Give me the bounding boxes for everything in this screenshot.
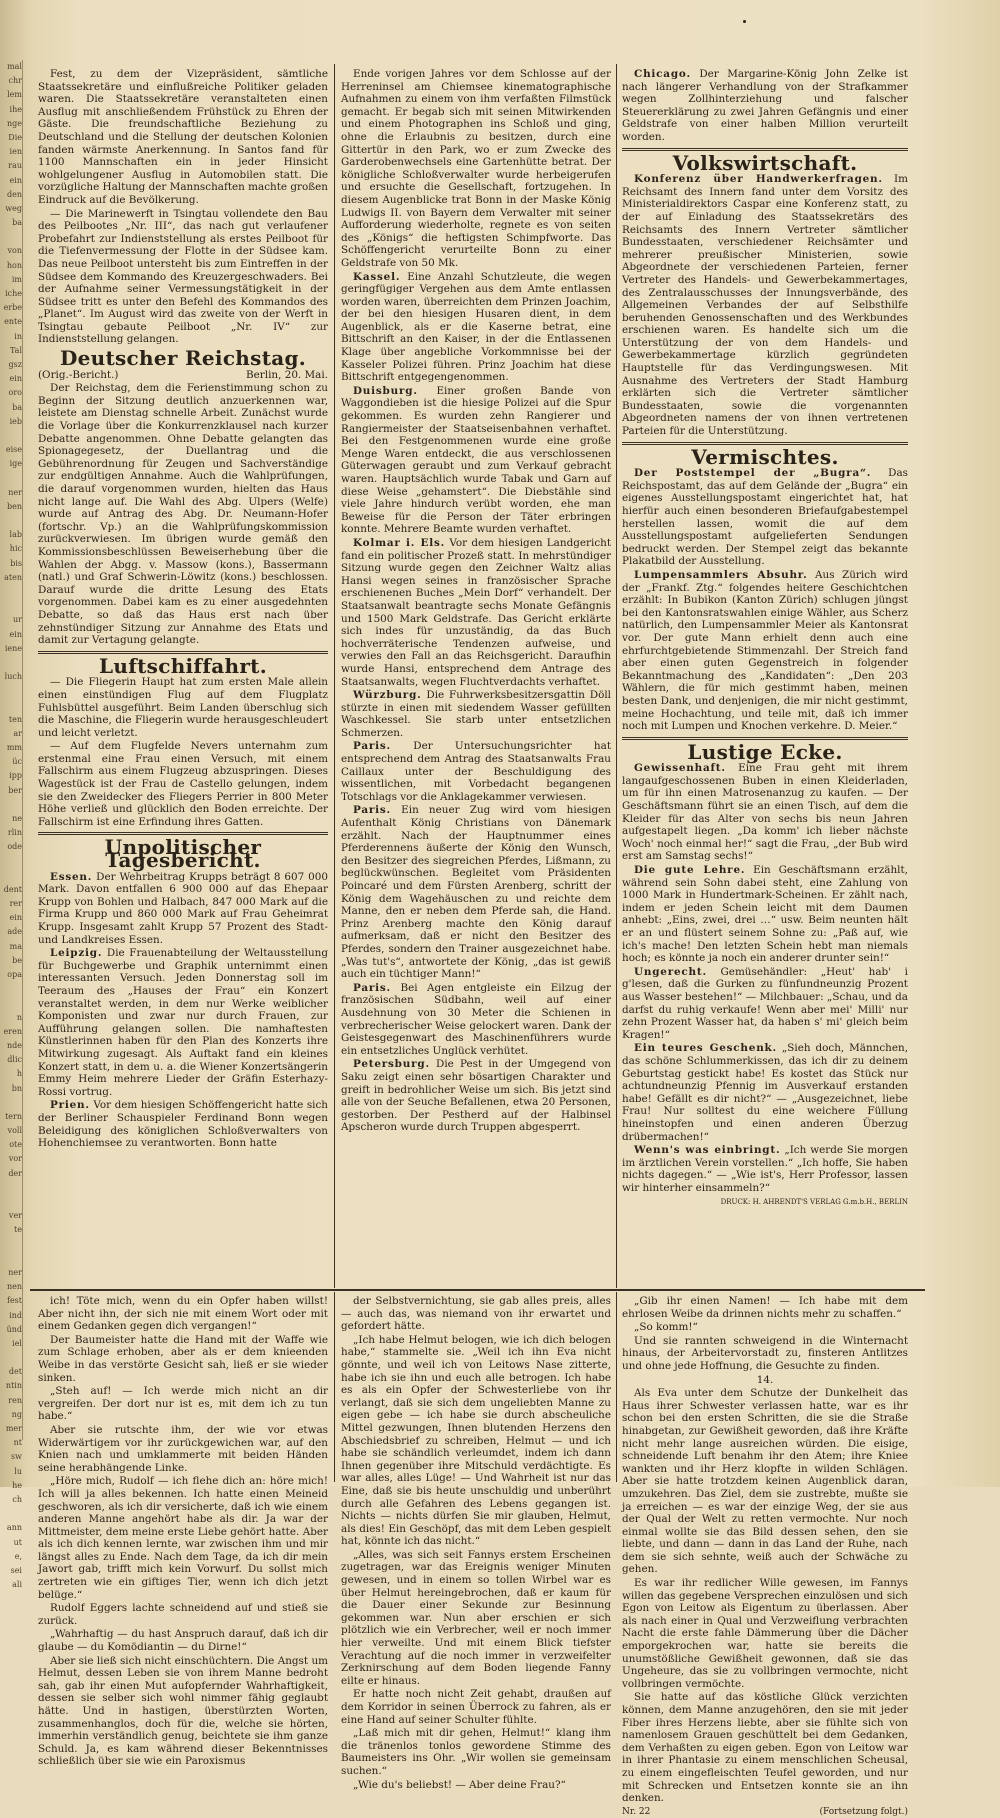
margin-fragment: bn	[11, 1083, 22, 1093]
margin-fragment	[0, 1238, 22, 1252]
margin-fragment: fest	[6, 1296, 22, 1306]
margin-fragment: ben	[6, 501, 22, 511]
margin-fragment: nt	[13, 1438, 22, 1448]
margin-fragment: voll	[7, 1126, 22, 1136]
margin-fragment: ein	[9, 374, 22, 384]
margin-fragment	[0, 1507, 22, 1521]
printer-imprint: DRUCK: H. AHRENDT'S VERLAG G.m.b.H., BERLIN	[720, 1198, 908, 1207]
duisburg-item	[341, 385, 611, 536]
serial-paragraph: Aber sie rutschte ihm, der wie vor etwas Widerwärtigem vor ihr zurückgewichen war, auf den Knien nach und umklammerte mit beiden Händen seine herabhängende Linke.	[38, 1423, 328, 1474]
konferenz-text: Im Reichsamt des Innern fand unter dem Vorsitz des Ministerialdirektors Caspar eine Konferenz statt, zu der auf Einladung des Staatssekretärs des Reichsamts des Innern Vertreter sämtlicher Bundesstaaten, verschiedener Reichsämter und mehrerer preußischer Ministerien, sowie Abgeordnete der verschiedenen Parteien, ferner Vertreter des Handels- und Gewerbekammertages, des Zentralausschusses der Innungsverbände, des Allgemeinen Verbandes der auf Selbsthilfe beruhenden Genossenschaften und des Werkbundes erschienen waren. Es handelte sich um die Unterstützung der von dem Handels- und Gewerbekammertage kürzlich gegründeten Hauptstelle für das Verdingungswesen. Mit Ausnahme des Vertreters der Stadt Hamburg erklärten sich die Vertreter sämtlicher Bundesstaaten, sowie die vorgenannten Abgeordneten namens der von ihnen vertretenen Parteien für die Unterstützung.	[622, 173, 908, 438]
paris-text: Ein neuer Zug wird vom hiesigen Aufenthalt König Christians von Dänemark erzählt. Nach der Hauptnummer eines Pferderennens äußerte der König den Wunsch, den Besitzer des siegreichen Pferdes, Lißmann, zu beglückwünschen. Begleitet vom Präsidenten Poincaré und dem Fürsten Arenberg, schritt der König dem Wagehäuschen zu und reichte dem Manne, den er neben dem Pferde sah, die Hand. Prinz Arenberg machte den König darauf aufmerksam, daß er nicht den Besitzer des Pferdes, sondern den Trainer ausgezeichnet habe. „Was tut's“, antwortete der König, „das ist gewiß auch ein tüchtiger Mann!“	[341, 804, 611, 981]
serial-paragraph: „Alles, was sich seit Fannys erstem Erscheinen zugetragen, war das Ereignis weniger Minuten gewesen, und in einem so tollen Wirbel war es über Helmut hereingebrochen, daß er kaum für die Dauer einer Sekunde zur Besinnung gekommen war. Nun aber erschien er sich plötzlich wie ein Verbrecher, weil er noch immer hier verweilte. Und mit einem Blick tiefster Verachtung auf die noch immer in verzweifelter Zerknirschung auf dem Boden liegende Fanny eilte er hinaus.	[341, 1548, 611, 1687]
margin-fragment: ar	[13, 728, 22, 738]
joke-keyword: Ungerecht.	[634, 965, 707, 978]
margin-fragment: nen	[6, 1282, 22, 1292]
kolmar-text: Vor dem hiesigen Landgericht fand ein politischer Prozeß statt. In mehrstündiger Sitzung wurde gegen den Zeichner Waltz alias Hansi wegen seines in französischer Sprache erschienenen Buches „Mein Dorf“ verhandelt. Der Staatsanwalt beantragte sechs Monate Gefängnis und 1500 Mark Geldstrafe. Das Gericht erklärte sich indes für unzuständig, da das Buch hochverräterische Tendenzen aufweise, und verwies den Fall an das Reichsgericht. Daraufhin wurde Hansi, entsprechend dem Antrage des Staatsanwalts, wegen Fluchtverdachts verhaftet.	[341, 536, 612, 688]
margin-fragment: ver	[8, 1211, 22, 1221]
margin-fragment: ipp	[9, 771, 22, 781]
joke-text: Gemüsehändler: „Heut' hab' i g'lesen, daß die Gurken zu fünfundneunzig Prozent aus Wasser bestehen!“ — Milchbauer: „Schau, und da darfst du ruhig verkaufe! Wenn aber mei' Milli' nur zehn Prozent Wasser hat, da haben s' mi' gleich beim Kragen!“	[622, 965, 908, 1041]
paris-item-1	[341, 740, 611, 803]
paris-keyword: Paris.	[353, 740, 391, 753]
lustige-ecke-heading: Lustige Ecke.	[687, 739, 843, 764]
joke-keyword: Wenn's was einbringt.	[634, 1144, 781, 1157]
column-rule	[334, 64, 335, 1288]
serial-paragraph: „So komm!“	[634, 1321, 698, 1334]
margin-fragment: rlin	[7, 828, 22, 838]
margin-fragment	[0, 514, 22, 528]
margin-fragment: ote	[9, 1140, 22, 1150]
margin-fragment: iene	[4, 643, 22, 653]
margin-fragment: ali	[12, 1580, 22, 1590]
petersburg-text: Die Pest in der Umgegend von Saku zeigt einen sehr bösartigen Charakter und greift in bedrohlicher Weise um sich. Bis jetzt sind alle von der Seuche Befallenen, etwa 20 Personen, gestorben. Der Pestherd auf der Halbinsel Apscheron wurde durch Truppen abgesperrt.	[341, 1058, 611, 1134]
margin-fragment: ba	[12, 218, 22, 228]
margin-fragment	[0, 1181, 22, 1195]
margin-fragment: iel	[12, 1338, 22, 1348]
essen-item	[38, 871, 328, 947]
column-3	[622, 68, 908, 1286]
duisburg-keyword: Duisburg.	[353, 384, 418, 397]
luft-item-2: — Auf dem Flugfelde Nevers unternahm zum erstenmal eine Frau einen Versuch, mit einem Fallschirm aus einem Flugzeug abzuspringen. Dieses Wagestück ist der Frau de Castello gelungen, indem sie den Zweidecker des Fliegers Perrier in 800 Meter Höhe verließ und glücklich den Boden erreichte. Der Fallschirm ist eine Erfindung ihres Gatten.	[38, 740, 328, 828]
column-2	[341, 68, 611, 1286]
margin-fragment	[0, 996, 22, 1010]
serial-column-3-text	[622, 1295, 908, 1805]
section-rule	[30, 1289, 925, 1291]
margin-fragment: ten	[8, 714, 22, 724]
margin-fragment	[0, 1096, 22, 1110]
unpolitisch-heading: Unpolitischer Tagesbericht.	[104, 835, 262, 873]
lumpensammler-text: Aus Zürich wird der „Frankf. Ztg.“ folgendes heitere Geschichtchen erzählt: In Bubikon (Kanton Zürich) schlugen jüngst bei den Kantonsratswahlen einige Wähler, aus Scherz natürlich, den Lumpensammler Meier als Kantonsrat vor. Der gute Mann erhielt denn auch eine ehrfurchtgebietende Stimmenzahl. Der Streich fand aber einen guten Gegenstreich in folgender Bekanntmachung des „Kandidaten“: „Den 203 Wählern, die für mich gestimmt haben, meinen besten Dank, und denjenigen, die mir nicht gestimmt, meine Hochachtung, und teile mit, daß ich immer noch mit Lumpen und Knochen verkehre. D. Meier.“	[622, 568, 909, 733]
margin-fragment: im	[11, 274, 22, 284]
margin-fragment: ieb	[9, 416, 22, 426]
margin-fragment: oro	[8, 388, 22, 398]
margin-fragment: Die	[8, 132, 22, 142]
margin-fragment: ode	[7, 842, 22, 852]
kassel-item	[341, 271, 611, 384]
luftschiffahrt-heading: Luftschiffahrt.	[99, 653, 267, 678]
serial-paragraph: Der Baumeister hatte die Hand mit der Waffe wie zum Schlage erhoben, aber als er dem knieenden Weibe in das verstörte Gesicht sah, ließ er sie wieder sinken.	[38, 1333, 328, 1384]
margin-fragment	[0, 599, 22, 613]
joke-gewissenhaft	[622, 762, 908, 863]
margin-fragment: ann	[6, 1523, 22, 1533]
margin-fragment: ihe	[9, 104, 22, 114]
joke-keyword: Die gute Lehre.	[634, 864, 746, 877]
margin-fragment: ner	[8, 1267, 22, 1277]
leipzig-item	[38, 947, 328, 1098]
joke-lehre	[622, 864, 908, 965]
serial-footer	[622, 1806, 908, 1818]
serial-paragraph: „Ich habe Helmut belogen, wie ich dich belogen habe,“ stammelte sie. „Weil ich ihn Eva nicht gönnte, und weil ich von Leitows Nase zitterte, habe ich sie ihn und euch alle betrogen. Ich habe es als ein Opfer der Schwesterliebe von ihr verlangt, daß sie sich dem ungeliebten Manne zu eigen gebe — ich habe sie durch abscheuliche Mittel gezwungen, Ihnen blutenden Herzens den Abschiedsbrief zu schreiben, Helmut — und ich habe sie schändlich verleumdet, indem ich dann Ihnen gegenüber ihre Mitschuld verdächtigte. Es war alles, alles Lüge! — Und Wahrheit ist nur das Eine, daß sie bis heute unschuldig und unberührt durch alle Gefahren des Lebens gegangen ist. Nichts — nichts dürfen Sie mir glauben, Helmut, als dies! Ein Geschöpf, das mit dem Leben gespielt hat, könnte ich das nicht.“	[341, 1333, 611, 1548]
dateline	[38, 369, 328, 382]
margin-fragment	[0, 855, 22, 869]
serial-paragraph: „Höre mich, Rudolf — ich flehe dich an: höre mich! Ich will ja alles bekennen. Ich hatte einen Meineid geschworen, als ich dir versicherte, daß ich wie einem anderen Manne angehört habe als dir. Ja war der Mittmeister, dem meine erste Liebe gehört hatte. Aber als ich dich kennen lernte, war zwischen ihm und mir längst alles zu Ende. Nach dem Tage, da ich dir mein Jawort gab, trifft mich kein Vorwurf. Du sollst mich zertreten wie ein giftiges Tier, wenn ich dich jetzt belüge.“	[38, 1475, 328, 1601]
margin-fragment: te	[14, 1225, 22, 1235]
margin-fragment: weg	[5, 203, 22, 213]
paris-item-2	[341, 804, 611, 980]
issue-number: Nr. 22	[622, 1806, 651, 1817]
margin-fragment	[0, 429, 22, 443]
margin-fragment: rau	[8, 161, 22, 171]
konferenz-item	[622, 173, 908, 437]
joke-text: Eine Frau geht mit ihrem langaufgeschossenen Buben in einen Kleiderladen, um für ihn einen Matrosenanzug zu kaufen. — Der Geschäftsmann führt sie an einen Tisch, auf dem die Kleider für das Alter von sechs bis neun Jahren aufgestapelt liegen. „Da komm' ich lieber nächste Woch' noch einmal her!“ sagt die Frau, „der Bub wird erst am Samstag sechs!“	[622, 762, 908, 863]
margin-fragment: hon	[6, 260, 22, 270]
joke-keyword: Ein teures Geschenk.	[634, 1042, 777, 1055]
margin-fragment	[0, 798, 22, 812]
volkswirtschaft-heading: Volkswirtschaft.	[672, 150, 858, 175]
essen-text: Der Wehrbeitrag Krupps beträgt 8 607 000 Mark. Davon entfallen 6 900 000 auf das Ehepaar Krupp von Bohlen und Halbach, 847 000 Mark auf die Firma Krupp und 860 000 Mark auf Frau Geheimrat Krupp. Insgesamt zahlt Krupp 57 Prozent des Stadt- und Landkreises Essen.	[38, 870, 328, 946]
margin-fragment	[0, 471, 22, 485]
margin-fragment: ur	[13, 615, 22, 625]
margin-fragment	[0, 1252, 22, 1266]
serial-paragraph: 14.	[756, 1373, 774, 1386]
petersburg-item	[341, 1058, 611, 1134]
serial-paragraph: „Wahrhaftig — du hast Anspruch darauf, daß ich dir glaube — du Komödiantin — du Dirne!“	[38, 1628, 328, 1654]
margin-fragment: nge	[6, 118, 22, 128]
margin-fragment: ind	[9, 1310, 22, 1320]
poststempel-item	[622, 467, 908, 568]
joke-text: „Sieh doch, Männchen, das schöne Schlummerkissen, das ich dir zu deinem Geburtstag gestickt habe! Es kostet das Stück nur achtundneunzig Pfennig im Ausverkauf erstanden habe! Gefällt es dir nicht?“ — „Ausgezeichnet, liebe Frau! Nur solltest du eine weichere Füllung hineinstopfen und einen anderen Überzug drübermachen!“	[622, 1042, 908, 1143]
serial-paragraph: der Selbstvernichtung, sie gab alles preis, alles — auch das, was niemand von ihr erwartet und gefordert hätte.	[341, 1295, 611, 1333]
poststempel-text: Das Reichspostamt, das auf dem Gelände der „Bugra“ ein eigenes Ausstellungspostamt eingerichtet hat, hat hierfür auch einen besonderen Briefaufgabestempel herstellen lassen, womit die auf dem Ausstellungspostamt aufgelieferten Sendungen bedruckt werden. Der Stempel zeigt das bekannte Plakatbild der Ausstellung.	[622, 467, 908, 568]
chicago-item	[622, 68, 908, 144]
margin-fragment: ade	[7, 927, 22, 937]
wuerzburg-text: Die Fuhrwerksbesitzersgattin Döll stürzte in einen mit siedendem Wasser gefüllten Waschkessel. Sie starb unter entsetzlichen Schmerzen.	[341, 689, 611, 739]
essen-keyword: Essen.	[50, 870, 93, 883]
margin-fragment: erbe	[3, 303, 22, 313]
margin-fragment: der	[8, 1168, 22, 1178]
kolmar-keyword: Kolmar i. Els.	[353, 536, 446, 549]
margin-fragment: n	[16, 1012, 22, 1022]
margin-fragment: luch	[4, 672, 22, 682]
bonn-text: Ende vorigen Jahres vor dem Schlosse auf der Herreninsel am Chiemsee kinematographische Aufnahmen zu einem von ihm verfaßten Filmstück gemacht. Er begab sich mit seinen Mitwirkenden und einem Photographen ins Schloß und ging, ohne die Erlaubnis zu besitzen, durch eine Gittertür in den Park, wo er zum Zwecke des Garderobenwechsels eine Gartenhütte betrat. Der königliche Schloßverwalter wurde herbeigerufen und ersuchte die Gesellschaft, fortzugehen. In diesem Augenblicke trat Bonn in der Maske König Ludwigs II. von Bayern dem Verwalter mit seiner Aufforderung wiederholte, regnete es von seiten des „Königs“ die heftigsten Schimpfworte. Das Schöffengericht verurteilte Bonn zu einer Geldstrafe von 50 Mk.	[341, 68, 611, 269]
wuerzburg-keyword: Würzburg.	[353, 689, 422, 702]
joke-einbringt	[622, 1144, 908, 1194]
margin-fragment: ente	[4, 317, 22, 327]
joke-ungerecht	[622, 966, 908, 1042]
margin-fragment: hic	[9, 544, 22, 554]
serial-column-2	[341, 1295, 611, 1791]
serial-paragraph: Er hatte noch nicht Zeit gehabt, draußen auf dem Korridor in seinen Überrock zu fahren, als er eine Hand auf seiner Schulter fühlte.	[341, 1688, 611, 1726]
tsingtau-text: — Die Marinewerft in Tsingtau vollendete den Bau des Peilbootes „Nr. III“, das nach gut verlaufener Probefahrt zur Indienststellung als erstes Peilboot für die Tiefenvermessung der Flotte in der Südsee kam. Das neue Peilboot untersteht bis zum Eintreffen in der Südsee dem Kommando des Kreuzergeschwaders. Bei der Aufnahme seiner Vermessungstätigkeit in der Südsee tritt es unter den Befehl des Kommandos des „Planet“. Im August wird das zweite von der Werft in Tsingtau gebaute Peilboot „Nr. IV“ zur Indienststellung gelangen.	[38, 207, 328, 346]
margin-fragment: ng	[11, 1409, 22, 1419]
margin-fragment: sw	[11, 1452, 22, 1462]
margin-fragment: Tal	[9, 345, 22, 355]
margin-fragment: dent	[3, 884, 22, 894]
margin-fragment: h	[16, 1069, 22, 1079]
paris-keyword: Paris.	[353, 981, 391, 994]
serial-column-3	[622, 1295, 908, 1817]
margin-fragment	[0, 1351, 22, 1365]
serial-paragraph: Rudolf Eggers lachte schneidend auf und stieß sie zurück.	[38, 1602, 328, 1627]
joke-keyword: Gewissenhaft.	[634, 762, 726, 775]
serial-paragraph: Sie hatte auf das köstliche Glück verzichten können, dem Manne anzugehören, den sie mit jeder Fiber ihres Herzens liebte, aber sie fühlte sich von namenlosem Grauen geschüttelt bei dem Gedanken, dem Verhaßten zu eigen geben. Egon von Leitow war in ihrer Phantasie zu einem menschlichen Scheusal, zu einem eingefleischten Teufel geworden, und nur mit Schrecken und Entsetzen konnte sie an ihn denken.	[622, 1691, 908, 1805]
margin-fragment: ner	[8, 487, 22, 497]
joke-text: Ein Geschäftsmann erzählt, während sein Sohn dabei steht, eine Zahlung von 1000 Mark in Hundertmark-Scheinen. Er zählt nach, indem er jeden Schein leicht mit dem Daumen anhebt: „Eins, zwei, drei …“ usw. Beim neunten hält er an und flüstert seinem Sohne zu: „Paß auf, wie ich's mache! Den letzten Schein hebt man niemals hoch; es könnte ja noch ein anderer drunter sein!“	[622, 864, 908, 965]
margin-fragment: mal	[7, 62, 22, 71]
margin-fragment	[0, 869, 22, 883]
wuerzburg-item	[341, 689, 611, 739]
prien-text: Vor dem hiesigen Schöffengericht hatte sich der Berliner Schauspieler Ferdinand Bonn wegen Beleidigung des königlichen Schloßverwalters von Hohenchiemsee zu verantworten. Bonn hatte	[38, 1099, 328, 1150]
margin-fragment	[0, 656, 22, 670]
margin-fragment: lab	[9, 530, 22, 540]
paris-keyword: Paris.	[353, 804, 391, 817]
margin-fragment: ch	[12, 1494, 22, 1504]
serial-column-1	[38, 1295, 328, 1768]
margin-fragment: chr	[8, 76, 22, 86]
leipzig-text: Die Frauenabteilung der Weltausstellung für Buchgewerbe und Graphik unternimmt einen interessanten Versuch. Jeden Donnerstag soll im Teeraum des „Hauses der Frau“ ein Konzert veranstaltet werden, in dem nur Werke weiblicher Komponisten und zwar nur durch Frauen, zur Aufführung gelangen sollen. Die namhaftesten Künstlerinnen haben für den Plan des Konzerts ihre Mitwirkung zugesagt. Als Auftakt fand ein kleines Konzert statt, in dem u. a. die Wiener Konzertsängerin Emmy Heim mehrere Lieder der Gräfin Esterhazy-Rossi vortrug.	[38, 947, 328, 1098]
margin-fragment: ut	[13, 1537, 22, 1547]
serial-paragraph: „Gib ihr einen Namen! — Ich habe mit dem ehrlosen Weibe da drinnen nichts mehr zu schaffen.“	[622, 1295, 908, 1320]
margin-fragment: ein	[9, 175, 22, 185]
margin-fragment: mer	[5, 1424, 22, 1433]
serial-paragraph: ich! Töte mich, wenn du ein Opfer haben willst! Aber nicht ihn, der sich nie mit einem Wort oder mit einem Gedanken gegen dich vergangen!“	[38, 1295, 328, 1333]
prien-item	[38, 1099, 328, 1149]
margin-fragment: ba	[12, 402, 22, 412]
margin-fragment: gsz	[8, 359, 22, 369]
margin-fragment: mm	[6, 743, 22, 752]
leipzig-keyword: Leipzig.	[50, 947, 103, 960]
margin-fragment: den	[6, 189, 22, 199]
margin-fragment: ein	[9, 913, 22, 923]
paris-text: Bei Agen entgleiste ein Eilzug der französischen Südbahn, weil auf einer Ausdehnung von 30 Meter die Schienen in verbrecherischer Weise gelockert waren. Dank der Geistesgegenwart des Maschinenführers wurde ein entsetzliches Unglück verhütet.	[341, 981, 611, 1057]
vermischtes-heading: Vermischtes.	[691, 444, 839, 469]
lumpensammler-item	[622, 569, 908, 733]
margin-fragment: ber	[8, 785, 22, 795]
kassel-text: Eine Anzahl Schutzleute, die wegen geringfügiger Vergehen aus dem Amte entlassen worden waren, überreichten dem Prinzen Joachim, der bei den hiesigen Husaren dient, in dem Augenblick, als er die Kaserne betrat, eine Bittschrift an den Kaiser, in der die Entlassenen Klage über angebliche Vorkommnisse bei der Kasseler Polizei führen. Prinz Joachim hat diese Bittschrift entgegengenommen.	[341, 270, 611, 384]
kassel-keyword: Kassel.	[353, 270, 401, 283]
dateline-source: (Orig.-Bericht.)	[38, 368, 119, 381]
serial-paragraph: Und sie rannten schweigend in die Winternacht hinaus, der Arbeitervorstadt zu, finsteren Antlitzes und ohne jede Hoffnung, die Gesuchte zu finden.	[622, 1334, 908, 1372]
chicago-keyword: Chicago.	[634, 68, 691, 80]
serial-paragraph: Es war ihr redlicher Wille gewesen, im Fannys willen das gegebene Versprechen einzulösen und sich Egon von Leitow als Eigentum zu überlassen. Aber als nach einer in Qual und Verzweiflung verbrachten Nacht die erste fahle Dämmerung über die Dächer emporgekrochen war, hatte sie bereits die unumstößliche Gewißheit gewonnen, daß sie das Ungeheure, das sie zu vollbringen vermochte, nicht vollbringen vermöchte.	[622, 1577, 908, 1690]
margin-fragment: bis	[10, 558, 22, 568]
column-rule	[616, 64, 617, 1288]
margin-fragment	[0, 1195, 22, 1209]
margin-fragment: nde	[6, 1040, 22, 1050]
poststempel-keyword: Der Poststempel der „Bugra“.	[634, 467, 872, 480]
margin-fragment: in	[14, 331, 22, 341]
margin-fragment: eise	[5, 445, 22, 455]
margin-fragment: dlic	[7, 1055, 22, 1065]
continued-note: (Fortsetzung folgt.)	[819, 1806, 908, 1817]
column-1	[38, 68, 328, 1286]
margin-fragment: lem	[7, 90, 22, 100]
margin-fragment: ien	[9, 147, 22, 157]
joke-geschenk	[622, 1042, 908, 1143]
margin-fragment: von	[7, 246, 22, 256]
margin-fragment: rer	[9, 899, 22, 909]
margin-fragment: e,	[14, 1551, 22, 1561]
dateline-place: Berlin, 20. Mai.	[246, 368, 328, 381]
margin-fragment: ein	[9, 629, 22, 639]
paris-text: Der Untersuchungsrichter hat entsprechend dem Antrag des Staatsanwalts Frau Caillaux unter der Beschuldigung des wissentlichen, mit Vorbedacht begangenen Totschlags vor die Anklagekammer verwiesen.	[341, 740, 611, 803]
margin-fragment: be	[12, 955, 22, 965]
reichstag-heading: Deutscher Reichstag.	[59, 346, 307, 371]
margin-fragment: üc	[12, 757, 22, 767]
prien-keyword: Prien.	[50, 1099, 90, 1112]
margin-fragment: he	[12, 1480, 22, 1490]
margin-fragment: tern	[5, 1111, 22, 1121]
margin-fragment	[0, 585, 22, 599]
margin-fragment: ntin	[5, 1381, 22, 1391]
chicago-text: Der Margarine-König John Zelke ist nach längerer Verhandlung von der Strafkammer wegen Zollhinterziehung und falscher Steuererklärung zu zwei Jahren Gefängnis und einer Geldstrafe von einer halben Million verurteilt worden.	[622, 68, 908, 143]
margin-fragment: ige	[9, 459, 22, 469]
margin-fragment: vor	[8, 1154, 22, 1164]
lumpensammler-keyword: Lumpensammlers Absuhr.	[634, 568, 808, 581]
joke-text: „Ich werde Sie morgen im ärztlichen Verein vorstellen.“ „Ich hoffe, Sie haben nichts dagegen.“ — „Wie ist's, Herr Professor, lassen wir hinterher einsammeln?“	[622, 1144, 909, 1194]
margin-fragment: lu	[14, 1466, 22, 1476]
reichstag-text: Der Reichstag, dem die Ferienstimmung schon zu Beginn der Sitzung deutlich anzuerkennen war, leistete am Dienstag schnelle Arbeit. Zunächst wurde die Vorlage über die Konkurrenzklausel nach kurzer Debatte angenommen. Ohne Debatte gelangten das Spionagegesetz, der Duellantrag und die Gebührenordnung für Zeugen und Sachverständige zur endgültigen Annahme. Auch die Wahlprüfungen, die darauf vorgenommen wurden, hielten das Haus nicht lange auf. Die Wahl des Abg. Ulpers (Welfe) wurde auf Antrag des Abg. Dr. Neumann-Hofer (fortschr. Vp.) an die Wahlprüfungskommission zurückverwiesen. Im übrigen wurde gemäß den Kommissionsbeschlüssen Beweiserhebung über die Wahlen der Abgg. v. Massow (kons.), Bassermann (natl.) und Graf Schwerin-Löwitz (kons.) beschlossen. Darauf wurde die dritte Lesung des Etats vorgenommen. Dabei kam es zu einer ausgedehnten Debatte, so daß das Haus erst nach über zehnstündiger Sitzung zur Annahme des Etats und damit zur Vertagung gelangte.	[38, 382, 328, 647]
column-rule	[616, 1292, 617, 1482]
margin-fragment: eren	[3, 1026, 22, 1036]
margin-fragment: aten	[4, 572, 22, 582]
margin-fragment	[0, 982, 22, 996]
ink-spot	[743, 20, 746, 23]
margin-fragment: ünd	[6, 1324, 22, 1334]
margin-fragment: sei	[10, 1565, 22, 1575]
margin-fragment: det	[8, 1367, 22, 1377]
margin-fragment	[0, 684, 22, 698]
serial-paragraph: Als Eva unter dem Schutze der Dunkelheit das Haus ihrer Schwester verlassen hatte, war es ihr schon bei den ersten Schritten, die sie die Straße hinabgetan, zur Gewißheit geworden, daß ihre Kräfte nicht mehr lange ausreichen würden. Die eisige, schneidende Luft benahm ihr den Atem; ihre Kniee wankten und ihr Herz klopfte in wilden Schlägen. Aber sie hatte trotzdem keinen Augenblick daran, umzukehren. Das Ziel, dem sie zustrebte, mußte sie ja erreichen — es war der einzige Weg, der sie aus der Qual der Welt zu retten vermochte. Nur noch einmal wollte sie das Bild dessen sehen, den sie liebte, und dann — dann in das Land der Ruhe, nach dem sie sich sehnte, weiß auch der Schwäche zu gehen.	[622, 1387, 908, 1576]
konferenz-keyword: Konferenz über Handwerkerfragen.	[634, 173, 883, 186]
margin-fragment: opa	[7, 970, 22, 979]
serial-paragraph: „Wie du's beliebst! — Aber deine Frau?“	[353, 1778, 566, 1791]
serial-paragraph: „Steh auf! — Ich werde mich nicht an dir vergreifen. Der dort nur ist es, mit dem ich zu tun habe.“	[38, 1385, 328, 1423]
paris-item-3	[341, 982, 611, 1058]
margin-fragment: ne	[12, 813, 22, 823]
kolmar-item	[341, 537, 611, 688]
luft-item-1: — Die Fliegerin Haupt hat zum ersten Male allein einen einstündigen Flug auf dem Flugplatz Fuhlsbüttel ausgeführt. Beim Landen überschlug sich die Maschine, die Fliegerin wurde herausgeschleudert und leicht verletzt.	[38, 676, 328, 739]
petersburg-keyword: Petersburg.	[353, 1058, 430, 1071]
margin-fragment: ren	[8, 1395, 22, 1405]
serial-paragraph: Aber sie ließ sich nicht einschüchtern. Die Angst um Helmut, dessen Leben sie von ihrem Manne bedroht sah, gab ihr einen Mut aufopfernder Wahrhaftigkeit, dessen sie selber sich wohl nimmer fähig geglaubt hätte. Und in hastigen, überstürzten Worten, zusammenhanglos, doch für die, welche sie hörten, immerhin verständlich genug, beichtete sie ihm ganze Schuld. Ja, es kam während dieser Bekenntnisses schließlich über sie wie ein Paroxismus	[38, 1654, 328, 1768]
brazil-visit-text: Fest, zu dem der Vizepräsident, sämtliche Staatssekretäre und einflußreiche Politiker geladen waren. Die Staatssekretäre veranstalteten einen Ausflug mit anschließendem Frühstück zu Ehren der Gäste. Die freundschaftliche Beziehung zu Deutschland und die Stellung der deutschen Kolonien fanden wärmste Anerkennung. In Santos fand für 1100 Mannschaften ein in jeder Hinsicht wohlgelungener Ausflug in Automobilen statt. Die vorzügliche Haltung der Mannschaften machte großen Eindruck auf die Bevölkerung.	[38, 68, 328, 206]
duisburg-text: Einer großen Bande von Waggondieben ist die hiesige Polizei auf die Spur gekommen. Es wurden zehn Rangierer und Rangiermeister der Staatseisenbahnen verhaftet. Bei den Festgenommenen wurde eine große Menge Waren entdeckt, die aus verschlossenen Güterwagen geraubt und zum Verkauf gebracht waren. Hauptsächlich wurde Tabak und Garn auf diese Weise „gehamstert“. Die Diebstähle sind viele Jahre hindurch verübt worden, ehe man Beweise für die Person der Täter erbringen konnte. Mehrere Beamte wurden verhaftet.	[341, 384, 611, 536]
column-rule	[334, 1292, 335, 1482]
margin-fragment: iche	[5, 289, 22, 298]
margin-fragment	[0, 230, 22, 244]
adjacent-page-margin	[0, 60, 23, 1590]
serial-paragraph: „Laß mich mit dir gehen, Helmut!“ klang ihm die tränenlos tonlos gewordene Stimme des Baumeisters ins Ohr. „Wir wollen sie gemeinsam suchen.“	[341, 1727, 611, 1777]
margin-fragment: ma	[9, 941, 22, 951]
margin-fragment	[0, 698, 22, 712]
